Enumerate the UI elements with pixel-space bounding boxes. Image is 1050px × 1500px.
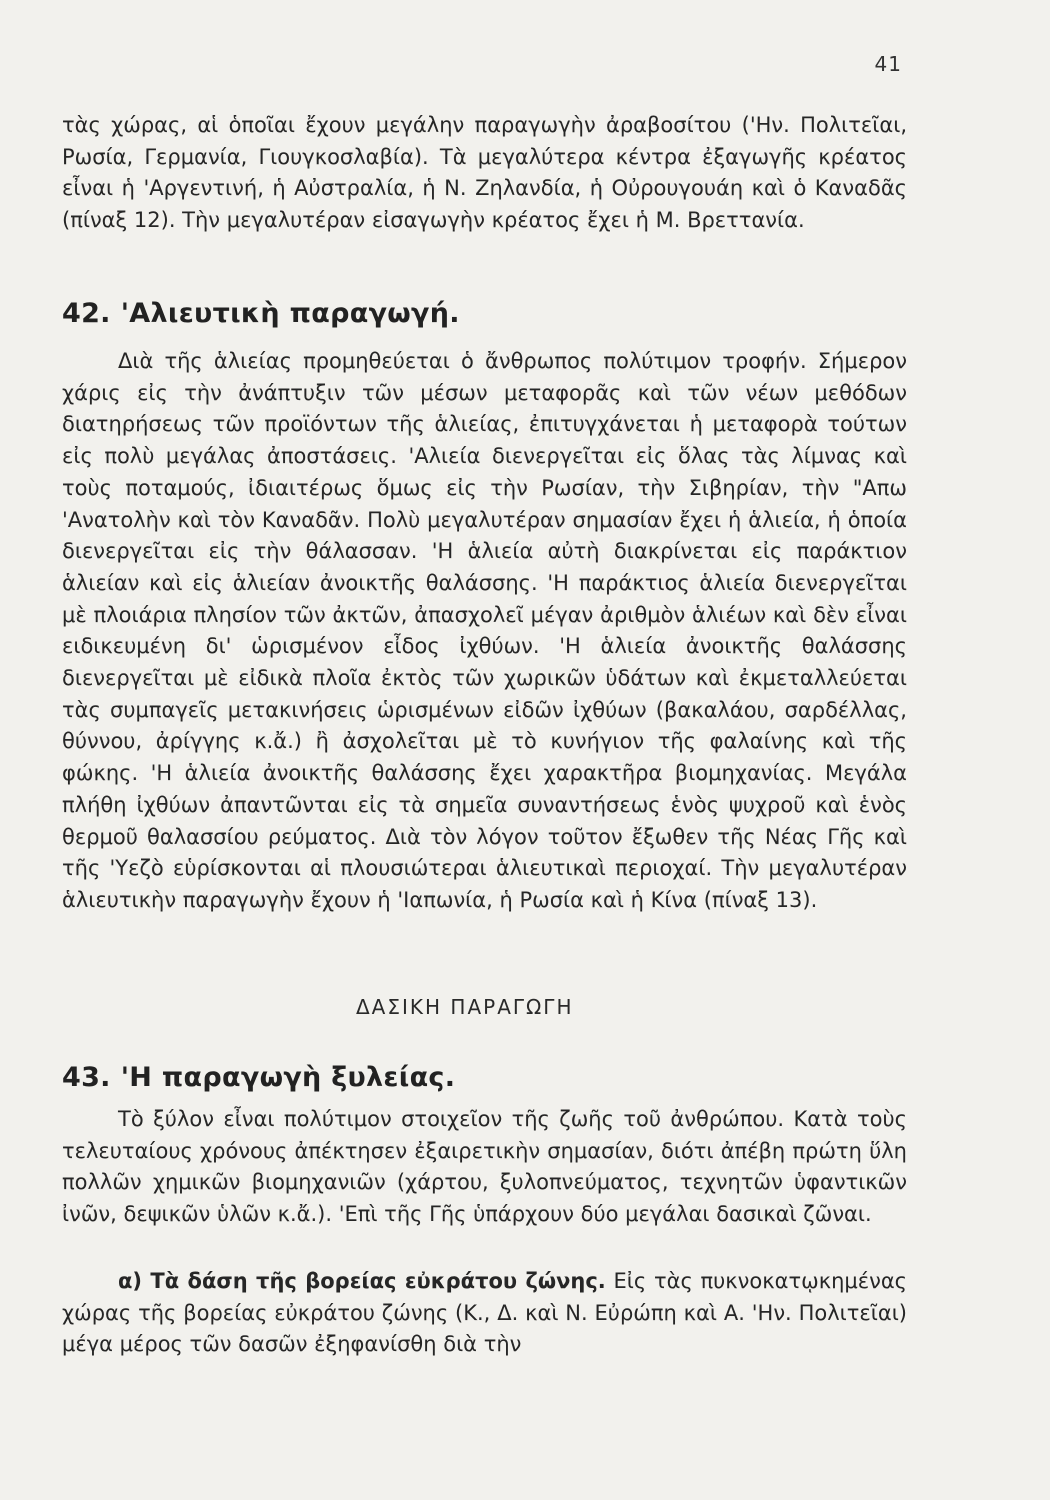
intro-text-block — [62, 110, 907, 237]
part-title: ΔΑΣΙΚΗ ΠΑΡΑΓΩΓΗ — [356, 995, 574, 1019]
section-42-body — [62, 346, 907, 917]
section-43-title: 'Η παραγωγὴ ξυλείας. — [120, 1062, 456, 1093]
subsection-a-heading: α) Τὰ δάση τῆς βορείας εὐκράτου ζώνης. — [118, 1269, 606, 1293]
section-42-number: 42. — [62, 298, 111, 329]
section-43-body — [62, 1104, 907, 1231]
section-43-number: 43. — [62, 1062, 111, 1093]
section-42-heading — [62, 298, 460, 329]
intro-paragraph: τὰς χώρας, αἱ ὁποῖαι ἔχουν μεγάλην παραγωγὴν ἀραβοσίτου ('Ην. Πολιτεῖαι, Ρωσία, Γερμανία, Γιουγκοσλαβία). Τὰ μεγαλύτερα κέντρα ἐξαγωγῆς κρέατος εἶναι ἡ 'Αργεντινή, ἡ Αὐστραλία, ἡ Ν. Ζηλανδία, ἡ Οὐρουγουάη καὶ ὁ Καναδᾶς (πίναξ 12). Τὴν μεγαλυτέραν εἰσαγωγὴν κρέατος ἔχει ἡ Μ. Βρεττανία. — [62, 113, 907, 233]
section-42-paragraph: Διὰ τῆς ἁλιείας προμηθεύεται ὁ ἄνθρωπος πολύτιμον τροφήν. Σήμερον χάρις εἰς τὴν ἀνάπτυξιν τῶν μέσων μεταφορᾶς καὶ τῶν νέων μεθόδων διατηρήσεως τῶν προϊόντων τῆς ἁλιείας, ἐπιτυγχάνεται ἡ μεταφορὰ τούτων εἰς πολὺ μεγάλας ἀποστάσεις. 'Αλιεία διενεργεῖται εἰς ὅλας τὰς λίμνας καὶ τοὺς ποταμούς, ἰδιαιτέρως ὅμως εἰς τὴν Ρωσίαν, τὴν Σιβηρίαν, τὴν "Απω 'Ανατολὴν καὶ τὸν Καναδᾶν. Πολὺ μεγαλυτέραν σημασίαν ἔχει ἡ ἁλιεία, ἡ ὁποία διενεργεῖται εἰς τὴν θάλασσαν. 'Η ἁλιεία αὐτὴ διακρίνεται εἰς παράκτιον ἁλιείαν καὶ εἰς ἁλιείαν ἀνοικτῆς θαλάσσης. 'Η παράκτιος ἁλιεία διενεργεῖται μὲ πλοιάρια πλησίον τῶν ἀκτῶν, ἀπασχολεῖ μέγαν ἀριθμὸν ἁλιέων καὶ δὲν εἶναι ειδικευμένη δι' ὡρισμένον εἶδος ἰχθύων. 'Η ἁλιεία ἀνοικτῆς θαλάσσης διενεργεῖται μὲ εἰδικὰ πλοῖα ἐκτὸς τῶν χωρικῶν ὑδάτων καὶ ἐκμεταλλεύεται τὰς συμπαγεῖς μετακινήσεις ὡρισμένων εἰδῶν ἰχθύων (βακαλάου, σαρδέλλας, θύννου, ἀρίγγης κ.ἄ.) ἢ ἀσχολεῖται μὲ τὸ κυνήγιον τῆς φαλαίνης καὶ τῆς φώκης. 'Η ἁλιεία ἀνοικτῆς θαλάσσης ἔχει χαρακτῆρα βιομηχανίας. Μεγάλα πλήθη ἰχθύων ἀπαντῶνται εἰς τὰ σημεῖα συναντήσεως ἑνὸς ψυχροῦ καὶ ἑνὸς θερμοῦ θαλασσίου ρεύματος. Διὰ τὸν λόγον τοῦτον ἔξωθεν τῆς Νέας Γῆς καὶ τῆς 'Υεζὸ εὑρίσκονται αἱ πλουσιώτεραι ἁλιευτικαὶ περιοχαί. Τὴν μεγαλυτέραν ἁλιευτικὴν παραγωγὴν ἔχουν ἡ 'Ιαπωνία, ἡ Ρωσία καὶ ἡ Κίνα (πίναξ 13). — [62, 349, 907, 912]
section-43-paragraph: Τὸ ξύλον εἶναι πολύτιμον στοιχεῖον τῆς ζωῆς τοῦ ἀνθρώπου. Κατὰ τοὺς τελευταίους χρόνους ἀπέκτησεν ἐξαιρετικὴν σημασίαν, διότι ἀπέβη πρώτη ὕλη πολλῶν χημικῶν βιομηχανιῶν (χάρτου, ξυλοπνεύματος, τεχνητῶν ὑφαντικῶν ἰνῶν, δεψικῶν ὑλῶν κ.ἄ.). 'Επὶ τῆς Γῆς ὑπάρχουν δύο μεγάλαι δασικαὶ ζῶναι. — [62, 1107, 907, 1227]
section-42-title: 'Αλιευτικὴ παραγωγή. — [120, 298, 460, 329]
page-number: 41 — [874, 52, 902, 76]
subsection-a-body — [62, 1266, 907, 1361]
subsection-a-paragraph — [62, 1266, 907, 1361]
section-43-heading — [62, 1062, 455, 1093]
subsection-a-text: Εἰς τὰς πυκνοκατῳκημένας χώρας τῆς βορείας εὐκράτου ζώνης (Κ., Δ. καὶ Ν. Εὐρώπη καὶ Α. 'Ην. Πολιτεῖαι) μέγα μέρος τῶν δασῶν ἐξηφανίσθη διὰ τὴν — [62, 1269, 907, 1357]
